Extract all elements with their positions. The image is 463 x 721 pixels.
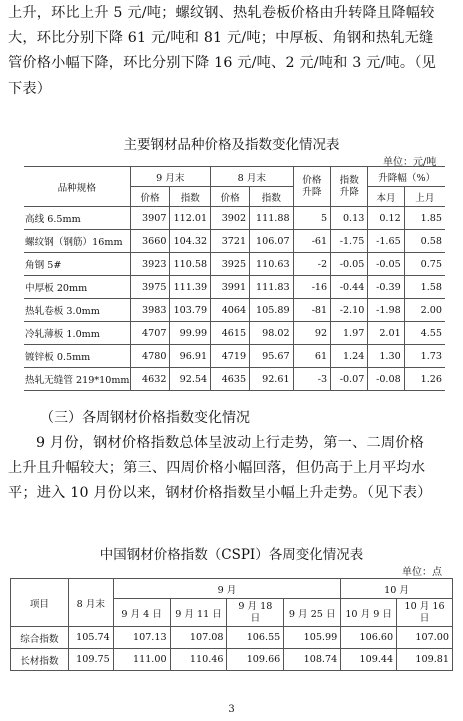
intro-line: 上升，环比上升 5 元/吨；螺纹钢、热轧卷板价格由升转降且降幅较 xyxy=(8,5,435,21)
table-cell: 3721 xyxy=(211,230,250,253)
header-this-month: 本月 xyxy=(368,187,404,207)
table-cell: 4615 xyxy=(211,322,250,345)
intro-line: 大，环比分别下降 61 元/吨和 81 元/吨；中厚板、角钢和热轧无缝 xyxy=(8,30,434,47)
t2-header-aug-end: 8 月末 xyxy=(68,579,113,627)
t2-header-oct9: 10 月 9 日 xyxy=(341,599,397,627)
header-price: 价格 xyxy=(130,187,170,207)
intro-line: 下表） xyxy=(8,80,52,97)
header-last-month: 上月 xyxy=(404,187,445,207)
table-cell: 105.89 xyxy=(250,299,293,322)
t2-header-sep18-line1: 9 月 18 xyxy=(238,600,273,612)
cspi-weekly-table xyxy=(10,578,453,671)
table-cell: 110.46 xyxy=(170,649,227,671)
table-cell: 0.12 xyxy=(368,207,404,230)
t2-header-sep4: 9 月 4 日 xyxy=(113,599,170,627)
table-row xyxy=(24,207,445,230)
table-cell: -1.75 xyxy=(331,230,368,253)
table-cell: -0.07 xyxy=(331,368,368,391)
table-cell: 106.55 xyxy=(227,627,284,649)
table-cell: -1.65 xyxy=(368,230,404,253)
table-cell: 3983 xyxy=(130,299,170,322)
table-cell: 3923 xyxy=(130,253,170,276)
table-cell: 3975 xyxy=(130,276,170,299)
table-row xyxy=(24,322,445,345)
row-label: 长材指数 xyxy=(11,649,69,671)
table-cell: 0.13 xyxy=(331,207,368,230)
table-row xyxy=(11,627,453,649)
table-cell: 4064 xyxy=(211,299,250,322)
t2-header-sep11: 9 月 11 日 xyxy=(170,599,227,627)
table-cell: -3 xyxy=(293,368,331,391)
table-cell: 110.58 xyxy=(170,253,211,276)
row-label: 热轧卷板 3.0mm xyxy=(24,299,130,322)
table-cell: 4.55 xyxy=(404,322,445,345)
table1-unit: 单位：元/吨 xyxy=(383,157,437,168)
table-cell: 99.99 xyxy=(170,322,211,345)
table-cell: 110.63 xyxy=(250,253,293,276)
table-cell: 1.26 xyxy=(404,368,445,391)
section-line: 平；进入 10 月份以来，钢材价格指数呈小幅上升走势。（见下表） xyxy=(8,485,432,502)
table-cell: 106.07 xyxy=(250,230,293,253)
table-cell: -61 xyxy=(293,230,331,253)
section-line: 上升且升幅较大；第三、四周价格小幅回落，但仍高于上月平均水 xyxy=(8,460,426,477)
header-aug-end: 8 月末 xyxy=(211,167,293,187)
table-cell: -81 xyxy=(293,299,331,322)
row-label: 高线 6.5mm xyxy=(24,207,130,230)
t2-header-oct16 xyxy=(397,599,453,627)
header-index: 指数 xyxy=(170,187,211,207)
table-cell: 61 xyxy=(293,345,331,368)
header-price: 价格 xyxy=(211,187,250,207)
table-cell: -0.05 xyxy=(368,253,404,276)
table-cell: 5 xyxy=(293,207,331,230)
table-cell: 104.32 xyxy=(170,230,211,253)
t2-header-oct: 10 月 xyxy=(341,579,453,599)
table-cell: -1.98 xyxy=(368,299,404,322)
table-cell: -0.08 xyxy=(368,368,404,391)
row-label: 中厚板 20mm xyxy=(24,276,130,299)
row-label: 热轧无缝管 219*10mm xyxy=(24,368,130,391)
table-row xyxy=(24,345,445,368)
intro-paragraph xyxy=(8,1,456,102)
table-cell: 4632 xyxy=(130,368,170,391)
table-row xyxy=(24,299,445,322)
t2-header-item: 项目 xyxy=(11,579,69,627)
row-label: 镀锌板 0.5mm xyxy=(24,345,130,368)
table-cell: 103.79 xyxy=(170,299,211,322)
table-cell: 95.67 xyxy=(250,345,293,368)
table-cell: 1.97 xyxy=(331,322,368,345)
table-cell: -0.05 xyxy=(331,253,368,276)
table-row xyxy=(24,368,445,391)
table-row xyxy=(24,230,445,253)
table-cell: 4719 xyxy=(211,345,250,368)
intro-line: 管价格小幅下降，环比分别下降 16 元/吨、2 元/吨和 3 元/吨。（见 xyxy=(8,55,436,72)
table-cell: 107.00 xyxy=(397,627,453,649)
row-label: 综合指数 xyxy=(11,627,69,649)
header-change-range: 升降幅（%） xyxy=(368,167,445,187)
table-cell: 109.75 xyxy=(68,649,113,671)
header-sep-end: 9 月末 xyxy=(130,167,211,187)
table-cell: 92 xyxy=(293,322,331,345)
table2-caption: 中国钢材价格指数（CSPI）各周变化情况表 xyxy=(99,547,364,563)
row-label: 角钢 5# xyxy=(24,253,130,276)
table-row xyxy=(11,649,453,671)
table-cell: 109.66 xyxy=(227,649,284,671)
t2-header-sep: 9 月 xyxy=(113,579,340,599)
table-cell: 1.58 xyxy=(404,276,445,299)
table-cell: -0.39 xyxy=(368,276,404,299)
table-cell: 2.01 xyxy=(368,322,404,345)
table-cell: 3902 xyxy=(211,207,250,230)
section-heading: （三）各周钢材价格指数变化情况 xyxy=(40,410,250,426)
table-cell: 111.39 xyxy=(170,276,211,299)
table-cell: 3991 xyxy=(211,276,250,299)
steel-price-table-body xyxy=(24,207,445,391)
section-paragraph xyxy=(8,431,456,507)
table-cell: 3660 xyxy=(130,230,170,253)
table-cell: 4780 xyxy=(130,345,170,368)
table-cell: 107.08 xyxy=(170,627,227,649)
table-cell: 111.00 xyxy=(113,649,170,671)
table-cell: -2.10 xyxy=(331,299,368,322)
table-cell: 0.58 xyxy=(404,230,445,253)
header-index-change: 指数升降 xyxy=(331,167,368,207)
table2-unit: 单位：点 xyxy=(402,567,442,578)
table1-caption: 主要钢材品种价格及指数变化情况表 xyxy=(123,137,340,153)
table-cell: 2.00 xyxy=(404,299,445,322)
table-cell: 106.60 xyxy=(341,627,397,649)
table-cell: 107.13 xyxy=(113,627,170,649)
row-label: 螺纹钢（钢筋）16mm xyxy=(24,230,130,253)
row-label: 冷轧薄板 1.0mm xyxy=(24,322,130,345)
table-cell: 1.30 xyxy=(368,345,404,368)
table-row xyxy=(24,276,445,299)
table-cell: 111.88 xyxy=(250,207,293,230)
table-cell: 92.61 xyxy=(250,368,293,391)
header-item: 品种规格 xyxy=(24,167,130,207)
t2-header-oct16-line1: 10 月 16 xyxy=(404,600,445,612)
t2-header-oct16-line2: 日 xyxy=(419,612,430,624)
table-cell: 109.81 xyxy=(397,649,453,671)
table-cell: 1.24 xyxy=(331,345,368,368)
table-cell: -16 xyxy=(293,276,331,299)
table-cell: 105.99 xyxy=(284,627,341,649)
header-price-change: 价格升降 xyxy=(293,167,331,207)
table-cell: 109.44 xyxy=(341,649,397,671)
table-cell: 92.54 xyxy=(170,368,211,391)
header-index: 指数 xyxy=(250,187,293,207)
t2-header-sep18-line2: 日 xyxy=(250,612,261,624)
table-cell: 4635 xyxy=(211,368,250,391)
section-line: 9 月份，钢材价格指数总体呈波动上行走势，第一、二周价格 xyxy=(36,435,425,451)
table-cell: 1.85 xyxy=(404,207,445,230)
cspi-weekly-table-body xyxy=(11,627,453,671)
table-cell: 108.74 xyxy=(284,649,341,671)
t2-header-sep18 xyxy=(227,599,284,627)
steel-price-table xyxy=(24,166,445,391)
table-cell: 111.83 xyxy=(250,276,293,299)
table-cell: 105.74 xyxy=(68,627,113,649)
table-cell: -0.44 xyxy=(331,276,368,299)
table-cell: 3907 xyxy=(130,207,170,230)
page-number: 3 xyxy=(228,704,235,715)
table-cell: 0.75 xyxy=(404,253,445,276)
table-cell: 96.91 xyxy=(170,345,211,368)
table-cell: 4707 xyxy=(130,322,170,345)
table-row xyxy=(24,253,445,276)
table-cell: 3925 xyxy=(211,253,250,276)
table-cell: -2 xyxy=(293,253,331,276)
table-cell: 98.02 xyxy=(250,322,293,345)
table-cell: 112.01 xyxy=(170,207,211,230)
table-cell: 1.73 xyxy=(404,345,445,368)
t2-header-sep25: 9 月 25 日 xyxy=(284,599,341,627)
